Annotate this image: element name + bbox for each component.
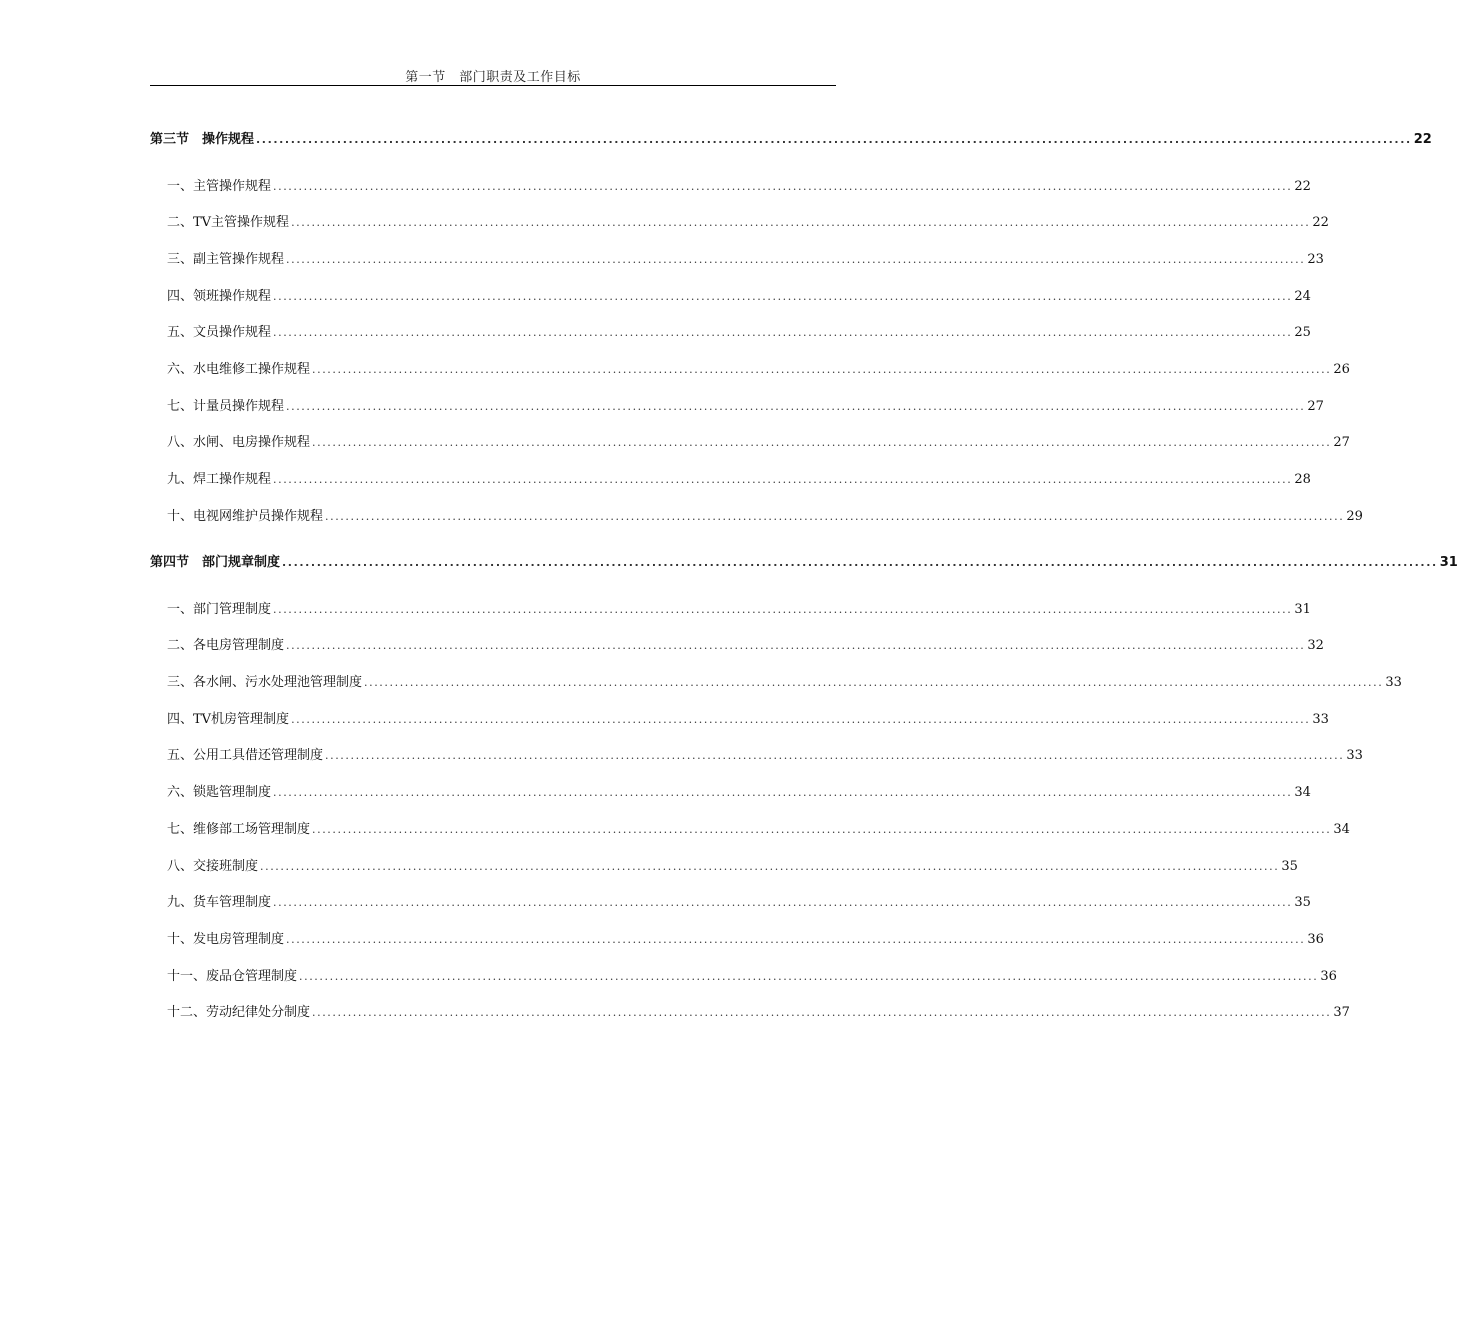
toc-entry-label: 十、电视网维护员操作规程 [167,508,324,524]
toc-entry-page-number: 33 [1312,711,1329,727]
toc-entry[interactable] [150,781,1311,807]
dot-leader: ........................................................................................................................................................................................................ [273,786,1293,800]
toc-entry-page-number: 26 [1333,361,1350,377]
dot-leader: ........................................................................................................................................................................................................ [260,859,1280,873]
toc-entry[interactable] [150,285,1311,311]
toc-entry-page-number: 36 [1307,931,1324,947]
toc-entry[interactable] [150,175,1311,201]
toc-entry-page-number: 23 [1307,251,1324,267]
dot-leader: ........................................................................................................................................................................................................ [282,556,1438,570]
dot-leader: ........................................................................................................................................................................................................ [273,896,1293,910]
toc-entry[interactable] [150,928,1324,954]
toc-entry-page-number: 32 [1307,638,1324,654]
toc-entry-page-number: 35 [1294,895,1311,911]
toc-entry-label: 六、水电维修工操作规程 [167,361,311,377]
toc-entry-page-number: 34 [1333,821,1350,837]
toc-entry[interactable] [150,891,1311,917]
toc-entry[interactable] [150,965,1337,991]
toc-entry-label: 九、货车管理制度 [167,895,272,911]
dot-leader: ........................................................................................................................................................................................................ [299,969,1319,983]
dot-leader: ........................................................................................................................................................................................................ [325,749,1345,763]
toc-entry-label: 三、各水闸、污水处理池管理制度 [167,675,363,691]
toc-entry-page-number: 29 [1346,508,1363,524]
toc-entry-page-number: 34 [1294,785,1311,801]
toc-entry-label: 七、维修部工场管理制度 [167,821,311,837]
toc-entry-label: 六、锁匙管理制度 [167,785,272,801]
toc-entry-label: 第四节 部门规章制度 [150,555,281,571]
toc-entry-label: 四、领班操作规程 [167,288,272,304]
toc-entry[interactable] [150,1001,1350,1027]
dot-leader: ........................................................................................................................................................................................................ [291,216,1311,230]
toc-entry[interactable] [150,358,1350,384]
toc-entry-label: 十一、废品仓管理制度 [167,968,298,984]
toc-entry[interactable] [150,248,1324,274]
toc-entry-label: 八、水闸、电房操作规程 [167,435,311,451]
toc-entry[interactable] [150,818,1350,844]
dot-leader: ........................................................................................................................................................................................................ [273,602,1293,616]
toc-entry[interactable] [150,321,1311,347]
toc-entry-page-number: 33 [1385,675,1402,691]
toc-entry[interactable] [150,395,1324,421]
toc-entry-label: 第三节 操作规程 [150,132,255,147]
toc-entry-page-number: 37 [1333,1005,1350,1021]
toc-entry[interactable] [150,598,1311,624]
toc-entry-page-number: 22 [1413,132,1432,147]
toc-entry-page-number: 33 [1346,748,1363,764]
dot-leader: ........................................................................................................................................................................................................ [286,252,1306,266]
toc-entry[interactable] [150,505,1363,531]
toc-entry-label: 二、各电房管理制度 [167,638,285,654]
toc-entry-page-number: 28 [1294,472,1311,487]
dot-leader: ........................................................................................................................................................................................................ [312,822,1332,836]
dot-leader: ........................................................................................................................................................................................................ [273,289,1293,303]
toc-entry-label: 九、焊工操作规程 [167,472,272,487]
dot-leader: ........................................................................................................................................................................................................ [291,712,1311,726]
toc-entry-page-number: 24 [1294,288,1311,304]
dot-leader: ........................................................................................................................................................................................................ [256,133,1412,146]
dot-leader: ........................................................................................................................................................................................................ [273,326,1293,340]
dot-leader: ........................................................................................................................................................................................................ [364,676,1384,690]
toc-entry[interactable] [150,431,1350,457]
header-divider [150,85,836,86]
toc-entry-label: 七、计量员操作规程 [167,398,285,414]
dot-leader: ........................................................................................................................................................................................................ [286,932,1306,946]
dot-leader: ........................................................................................................................................................................................................ [273,473,1293,486]
toc-entry-page-number: 35 [1281,858,1298,874]
dot-leader: ........................................................................................................................................................................................................ [312,436,1332,450]
toc-entry[interactable] [150,468,1311,494]
dot-leader: ........................................................................................................................................................................................................ [286,639,1306,653]
toc-entry-label: 一、部门管理制度 [167,601,272,617]
toc-entry-label: 八、交接班制度 [167,858,259,874]
dot-leader: ........................................................................................................................................................................................................ [273,179,1293,193]
toc-entry-page-number: 36 [1320,968,1337,984]
toc-entry-label: 十、发电房管理制度 [167,931,285,947]
dot-leader: ........................................................................................................................................................................................................ [286,399,1306,413]
toc-entry-page-number: 22 [1312,215,1329,231]
toc-entry[interactable] [150,744,1363,770]
toc-section-entry[interactable] [150,551,1458,577]
toc-entry-page-number: 27 [1307,398,1324,414]
toc-entry-label: 二、TV主管操作规程 [167,215,290,231]
toc-entry-page-number: 31 [1294,601,1311,617]
page-header-title: 第一节 部门职责及工作目标 [405,70,581,85]
dot-leader: ........................................................................................................................................................................................................ [325,509,1345,523]
toc-entry[interactable] [150,671,1402,697]
toc-entry-page-number: 27 [1333,435,1350,451]
toc-entry[interactable] [150,855,1298,881]
toc-entry[interactable] [150,708,1329,734]
toc-section-entry[interactable] [150,128,1432,154]
dot-leader: ........................................................................................................................................................................................................ [312,1006,1332,1020]
toc-entry-label: 四、TV机房管理制度 [167,711,290,727]
toc-entry-page-number: 22 [1294,178,1311,194]
toc-entry[interactable] [150,211,1329,237]
toc-entry-page-number: 31 [1439,555,1458,571]
dot-leader: ........................................................................................................................................................................................................ [312,362,1332,376]
toc-entry-label: 一、主管操作规程 [167,178,272,194]
table-of-contents [150,128,1458,1027]
toc-entry-label: 三、副主管操作规程 [167,251,285,267]
toc-entry-label: 五、公用工具借还管理制度 [167,748,324,764]
toc-entry-page-number: 25 [1294,325,1311,341]
toc-entry-label: 五、文员操作规程 [167,325,272,341]
toc-entry-label: 十二、劳动纪律处分制度 [167,1005,311,1021]
toc-entry[interactable] [150,634,1324,660]
